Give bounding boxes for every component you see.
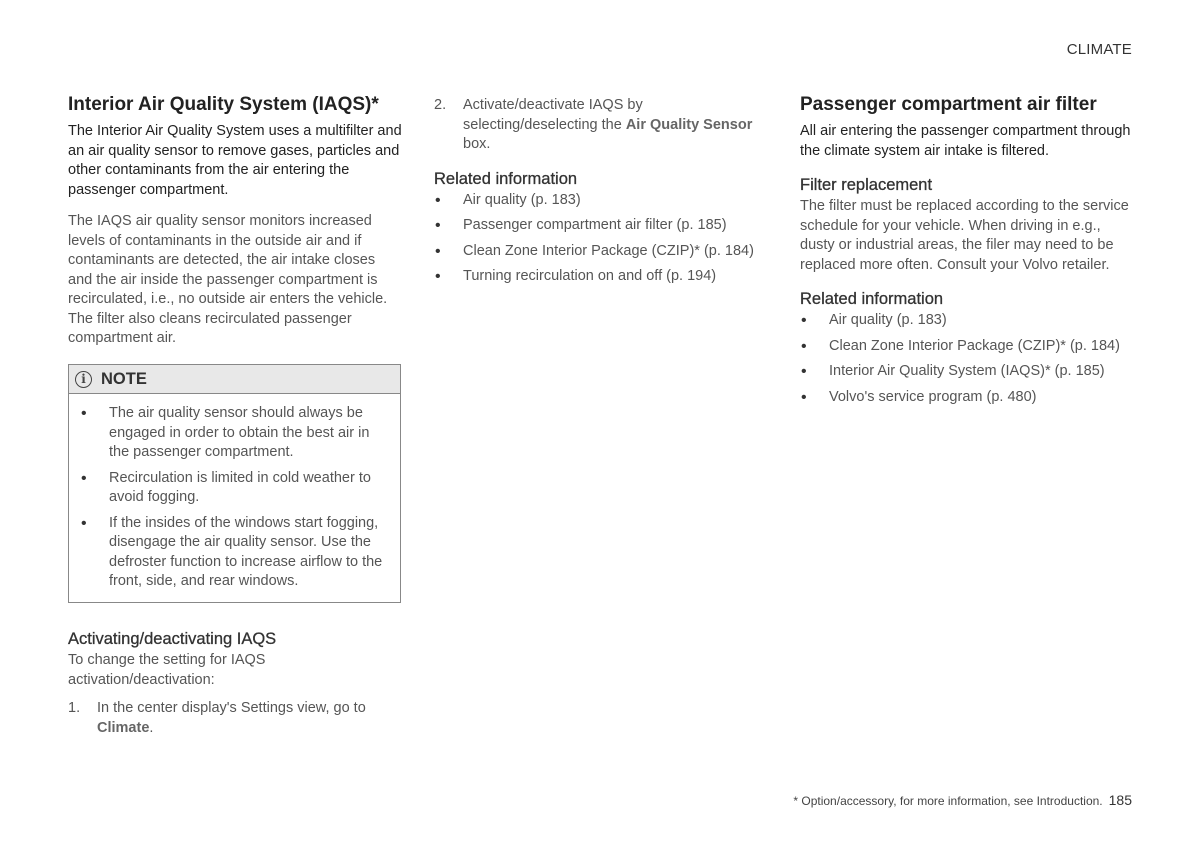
footnote-text: * Option/accessory, for more information, see Introduction.	[793, 794, 1103, 808]
activate-steps	[68, 699, 402, 738]
note-header	[69, 365, 400, 394]
step-number: 1.	[68, 700, 81, 716]
page-number: 185	[1108, 792, 1132, 808]
related-link[interactable]: • Clean Zone Interior Package (CZIP)* (p. 184)	[800, 337, 1135, 357]
note-item: • The air quality sensor should always be engaged in order to obtain the best air in the passenger compartment.	[80, 404, 390, 463]
middle-column	[434, 96, 764, 293]
related-link[interactable]: • Air quality (p. 183)	[800, 311, 1135, 331]
info-icon: i	[75, 371, 92, 388]
note-item: • If the insides of the windows start fogging, disengage the air quality sensor. Use the defroster function to increase airflow to the front, side, and rear windows.	[80, 514, 390, 592]
iaqs-body: The IAQS air quality sensor monitors increased levels of contaminants in the outside air and if contaminants are detected, the air intake closes and the air inside the passenger compartment is recirculated, i.e., no outside air enters the vehicle. The filter also cleans recirculated passenger compartment air.	[68, 213, 388, 346]
related-link[interactable]: • Clean Zone Interior Package (CZIP)* (p. 184)	[434, 242, 764, 262]
related-title: Related information	[434, 169, 578, 188]
related-link[interactable]: • Turning recirculation on and off (p. 194)	[434, 267, 764, 287]
activate-title: Activating/deactivating IAQS	[68, 630, 277, 648]
filter-replacement-title: Filter replacement	[800, 176, 933, 194]
activate-intro: To change the setting for IAQS activation/deactivation:	[68, 652, 266, 688]
iaqs-intro: The Interior Air Quality System uses a multifilter and an air quality sensor to remove gases, particles and other contaminants from the air entering the passenger compartment.	[68, 123, 402, 198]
activate-section	[68, 629, 402, 738]
step-1: 1. In the center display's Settings view, go to Climate.	[68, 700, 366, 736]
step-number: 2.	[434, 97, 447, 113]
note-title: NOTE	[101, 369, 147, 388]
iaqs-title: Interior Air Quality System (IAQS)*	[68, 94, 379, 115]
related-list	[800, 311, 1135, 407]
related-list	[434, 191, 764, 287]
filter-replacement-body: The filter must be replaced according to the service schedule for your vehicle. When driving in e.g., dusty or industrial areas, the filer may need to be replaced more often. Consult your Volvo retailer.	[800, 198, 1129, 273]
page-footer	[793, 792, 1132, 808]
note-box	[68, 364, 401, 603]
note-list	[80, 404, 390, 592]
climate-ui-label: Climate	[97, 719, 150, 736]
section-header: CLIMATE	[1066, 41, 1132, 58]
air-filter-title: Passenger compartment air filter	[800, 94, 1097, 115]
air-quality-sensor-ui-label: Air Quality Sensor	[625, 116, 753, 133]
related-link[interactable]: • Passenger compartment air filter (p. 185)	[434, 216, 764, 236]
related-link[interactable]: • Air quality (p. 183)	[434, 191, 764, 211]
related-link[interactable]: • Interior Air Quality System (IAQS)* (p. 185)	[800, 362, 1135, 382]
air-filter-column	[800, 94, 1135, 413]
related-link[interactable]: • Volvo's service program (p. 480)	[800, 388, 1135, 408]
step-2: 2. Activate/deactivate IAQS by selecting/deselecting the Air Quality Sensor box.	[434, 97, 753, 152]
air-filter-intro: All air entering the passenger compartment through the climate system air intake is filtered.	[800, 123, 1131, 159]
note-item: • Recirculation is limited in cold weather to avoid fogging.	[80, 469, 390, 508]
activate-steps-cont	[434, 96, 764, 155]
iaqs-column	[68, 94, 402, 349]
related-title: Related information	[800, 290, 944, 308]
